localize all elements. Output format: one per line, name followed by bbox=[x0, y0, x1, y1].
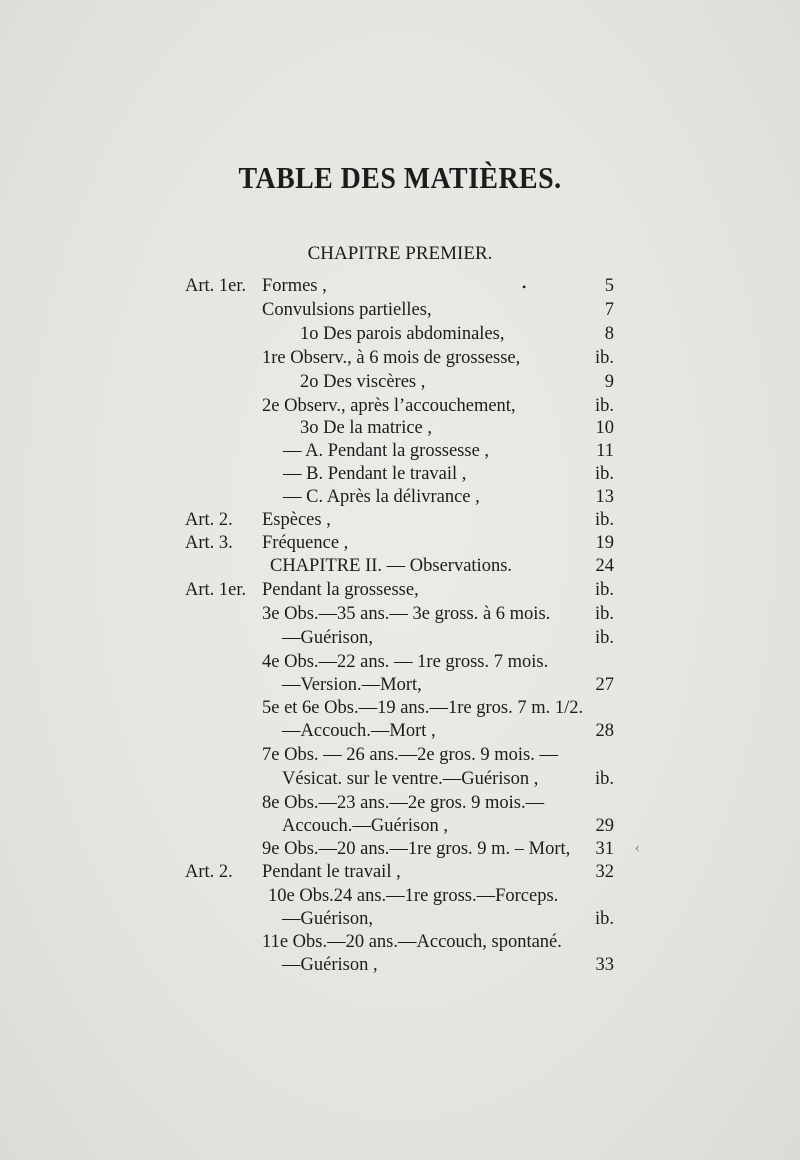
page-number: ib. bbox=[594, 348, 614, 368]
entry-text: 11e Obs.—20 ans.—Accouch, spontané. bbox=[262, 932, 562, 952]
toc-row bbox=[0, 745, 800, 769]
page-number: 32 bbox=[595, 862, 614, 882]
entry-text: Convulsions partielles, bbox=[262, 300, 432, 320]
page-number: 31 bbox=[595, 839, 614, 859]
toc-row bbox=[0, 441, 800, 465]
toc-row bbox=[0, 652, 800, 676]
page-number: 27 bbox=[595, 675, 614, 695]
page-number: ib. bbox=[594, 769, 614, 789]
toc-row bbox=[0, 396, 800, 420]
page-number: ib. bbox=[594, 909, 614, 929]
entry-text: — B. Pendant le travail , bbox=[283, 464, 467, 484]
page-number: 13 bbox=[595, 487, 614, 507]
toc-row bbox=[0, 932, 800, 956]
entry-text: Pendant le travail , bbox=[262, 862, 401, 882]
page-number: ib. bbox=[594, 580, 614, 600]
toc-row bbox=[0, 487, 800, 511]
entry-text: 8e Obs.—23 ans.—2e gros. 9 mois.— bbox=[262, 793, 545, 813]
page-title: TABLE DES MATIÈRES. bbox=[238, 160, 562, 195]
entry-text: Formes , bbox=[262, 276, 327, 296]
entry-text: 3e Obs.—35 ans.— 3e gross. à 6 mois. bbox=[262, 604, 551, 624]
page-number: 9 bbox=[604, 372, 614, 392]
entry-text: —Guérison , bbox=[282, 955, 378, 975]
toc-row bbox=[0, 886, 800, 910]
toc-row bbox=[0, 580, 800, 604]
entry-text: 5e et 6e Obs.—19 ans.—1re gros. 7 m. 1/2. bbox=[262, 698, 584, 718]
toc-row bbox=[0, 324, 800, 348]
toc-row bbox=[0, 276, 800, 300]
toc-row bbox=[0, 300, 800, 324]
toc-row bbox=[0, 839, 800, 863]
article-label: Art. 2. bbox=[185, 862, 233, 882]
page-number: 8 bbox=[604, 324, 614, 344]
entry-text: 2o Des viscères , bbox=[300, 372, 426, 392]
page-number: 33 bbox=[595, 955, 614, 975]
entry-text: 9e Obs.—20 ans.—1re gros. 9 m. – Mort, bbox=[262, 839, 571, 859]
page-number: ib. bbox=[594, 510, 614, 530]
entry-text: Fréquence , bbox=[262, 533, 349, 553]
toc-row bbox=[0, 955, 800, 979]
page-number: 28 bbox=[595, 721, 614, 741]
entry-text: 2e Observ., après l’accouchement, bbox=[262, 396, 516, 416]
entry-text: CHAPITRE II. — Observations. bbox=[270, 556, 513, 576]
page-number: 19 bbox=[595, 533, 614, 553]
toc-row bbox=[0, 862, 800, 886]
toc-row bbox=[0, 628, 800, 652]
toc-row bbox=[0, 816, 800, 840]
entry-text: 3o De la matrice , bbox=[300, 418, 433, 438]
page-number: 11 bbox=[596, 441, 614, 461]
entry-text: 1o Des parois abdominales, bbox=[300, 324, 505, 344]
page-number: 10 bbox=[595, 418, 614, 438]
article-label: Art. 3. bbox=[185, 533, 233, 553]
toc-row bbox=[0, 510, 800, 534]
toc-row bbox=[0, 793, 800, 817]
page-number: 5 bbox=[604, 276, 614, 296]
entry-text: 4e Obs.—22 ans. — 1re gross. 7 mois. bbox=[262, 652, 549, 672]
article-label: Art. 1er. bbox=[185, 580, 247, 600]
article-label: Art. 2. bbox=[185, 510, 233, 530]
toc-row bbox=[0, 533, 800, 557]
toc-row bbox=[0, 721, 800, 745]
page-number: 7 bbox=[604, 300, 614, 320]
entry-text: 7e Obs. — 26 ans.—2e gros. 9 mois. — bbox=[262, 745, 558, 765]
chapter-heading: CHAPITRE PREMIER. bbox=[307, 243, 493, 264]
entry-text: — C. Après la délivrance , bbox=[283, 487, 480, 507]
toc-row bbox=[0, 556, 800, 580]
toc-row bbox=[0, 769, 800, 793]
entry-text: —Version.—Mort, bbox=[282, 675, 422, 695]
page-number: ib. bbox=[594, 604, 614, 624]
toc-row bbox=[0, 372, 800, 396]
article-label: Art. 1er. bbox=[185, 276, 247, 296]
entry-text: Vésicat. sur le ventre.—Guérison , bbox=[282, 769, 539, 789]
entry-text: —Guérison, bbox=[282, 909, 373, 929]
page-number: ib. bbox=[594, 396, 614, 416]
entry-text: 1re Observ., à 6 mois de grossesse, bbox=[262, 348, 521, 368]
toc-row bbox=[0, 418, 800, 442]
page-number: 24 bbox=[595, 556, 614, 576]
entry-text: Accouch.—Guérison , bbox=[282, 816, 448, 836]
bullet-mark: • bbox=[522, 280, 527, 294]
toc-row bbox=[0, 909, 800, 933]
toc-row bbox=[0, 604, 800, 628]
entry-text: — A. Pendant la grossesse , bbox=[283, 441, 490, 461]
toc-row bbox=[0, 348, 800, 372]
toc-row bbox=[0, 464, 800, 488]
entry-text: —Guérison, bbox=[282, 628, 373, 648]
margin-mark: ‹ bbox=[634, 839, 640, 856]
entry-text: Pendant la grossesse, bbox=[262, 580, 419, 600]
entry-text: Espèces , bbox=[262, 510, 331, 530]
toc-row bbox=[0, 698, 800, 722]
entry-text: —Accouch.—Mort , bbox=[282, 721, 436, 741]
entry-text: 10e Obs.24 ans.—1re gross.—Forceps. bbox=[268, 886, 559, 906]
page-number: 29 bbox=[595, 816, 614, 836]
page-number: ib. bbox=[594, 628, 614, 648]
toc-row bbox=[0, 675, 800, 699]
page-number: ib. bbox=[594, 464, 614, 484]
